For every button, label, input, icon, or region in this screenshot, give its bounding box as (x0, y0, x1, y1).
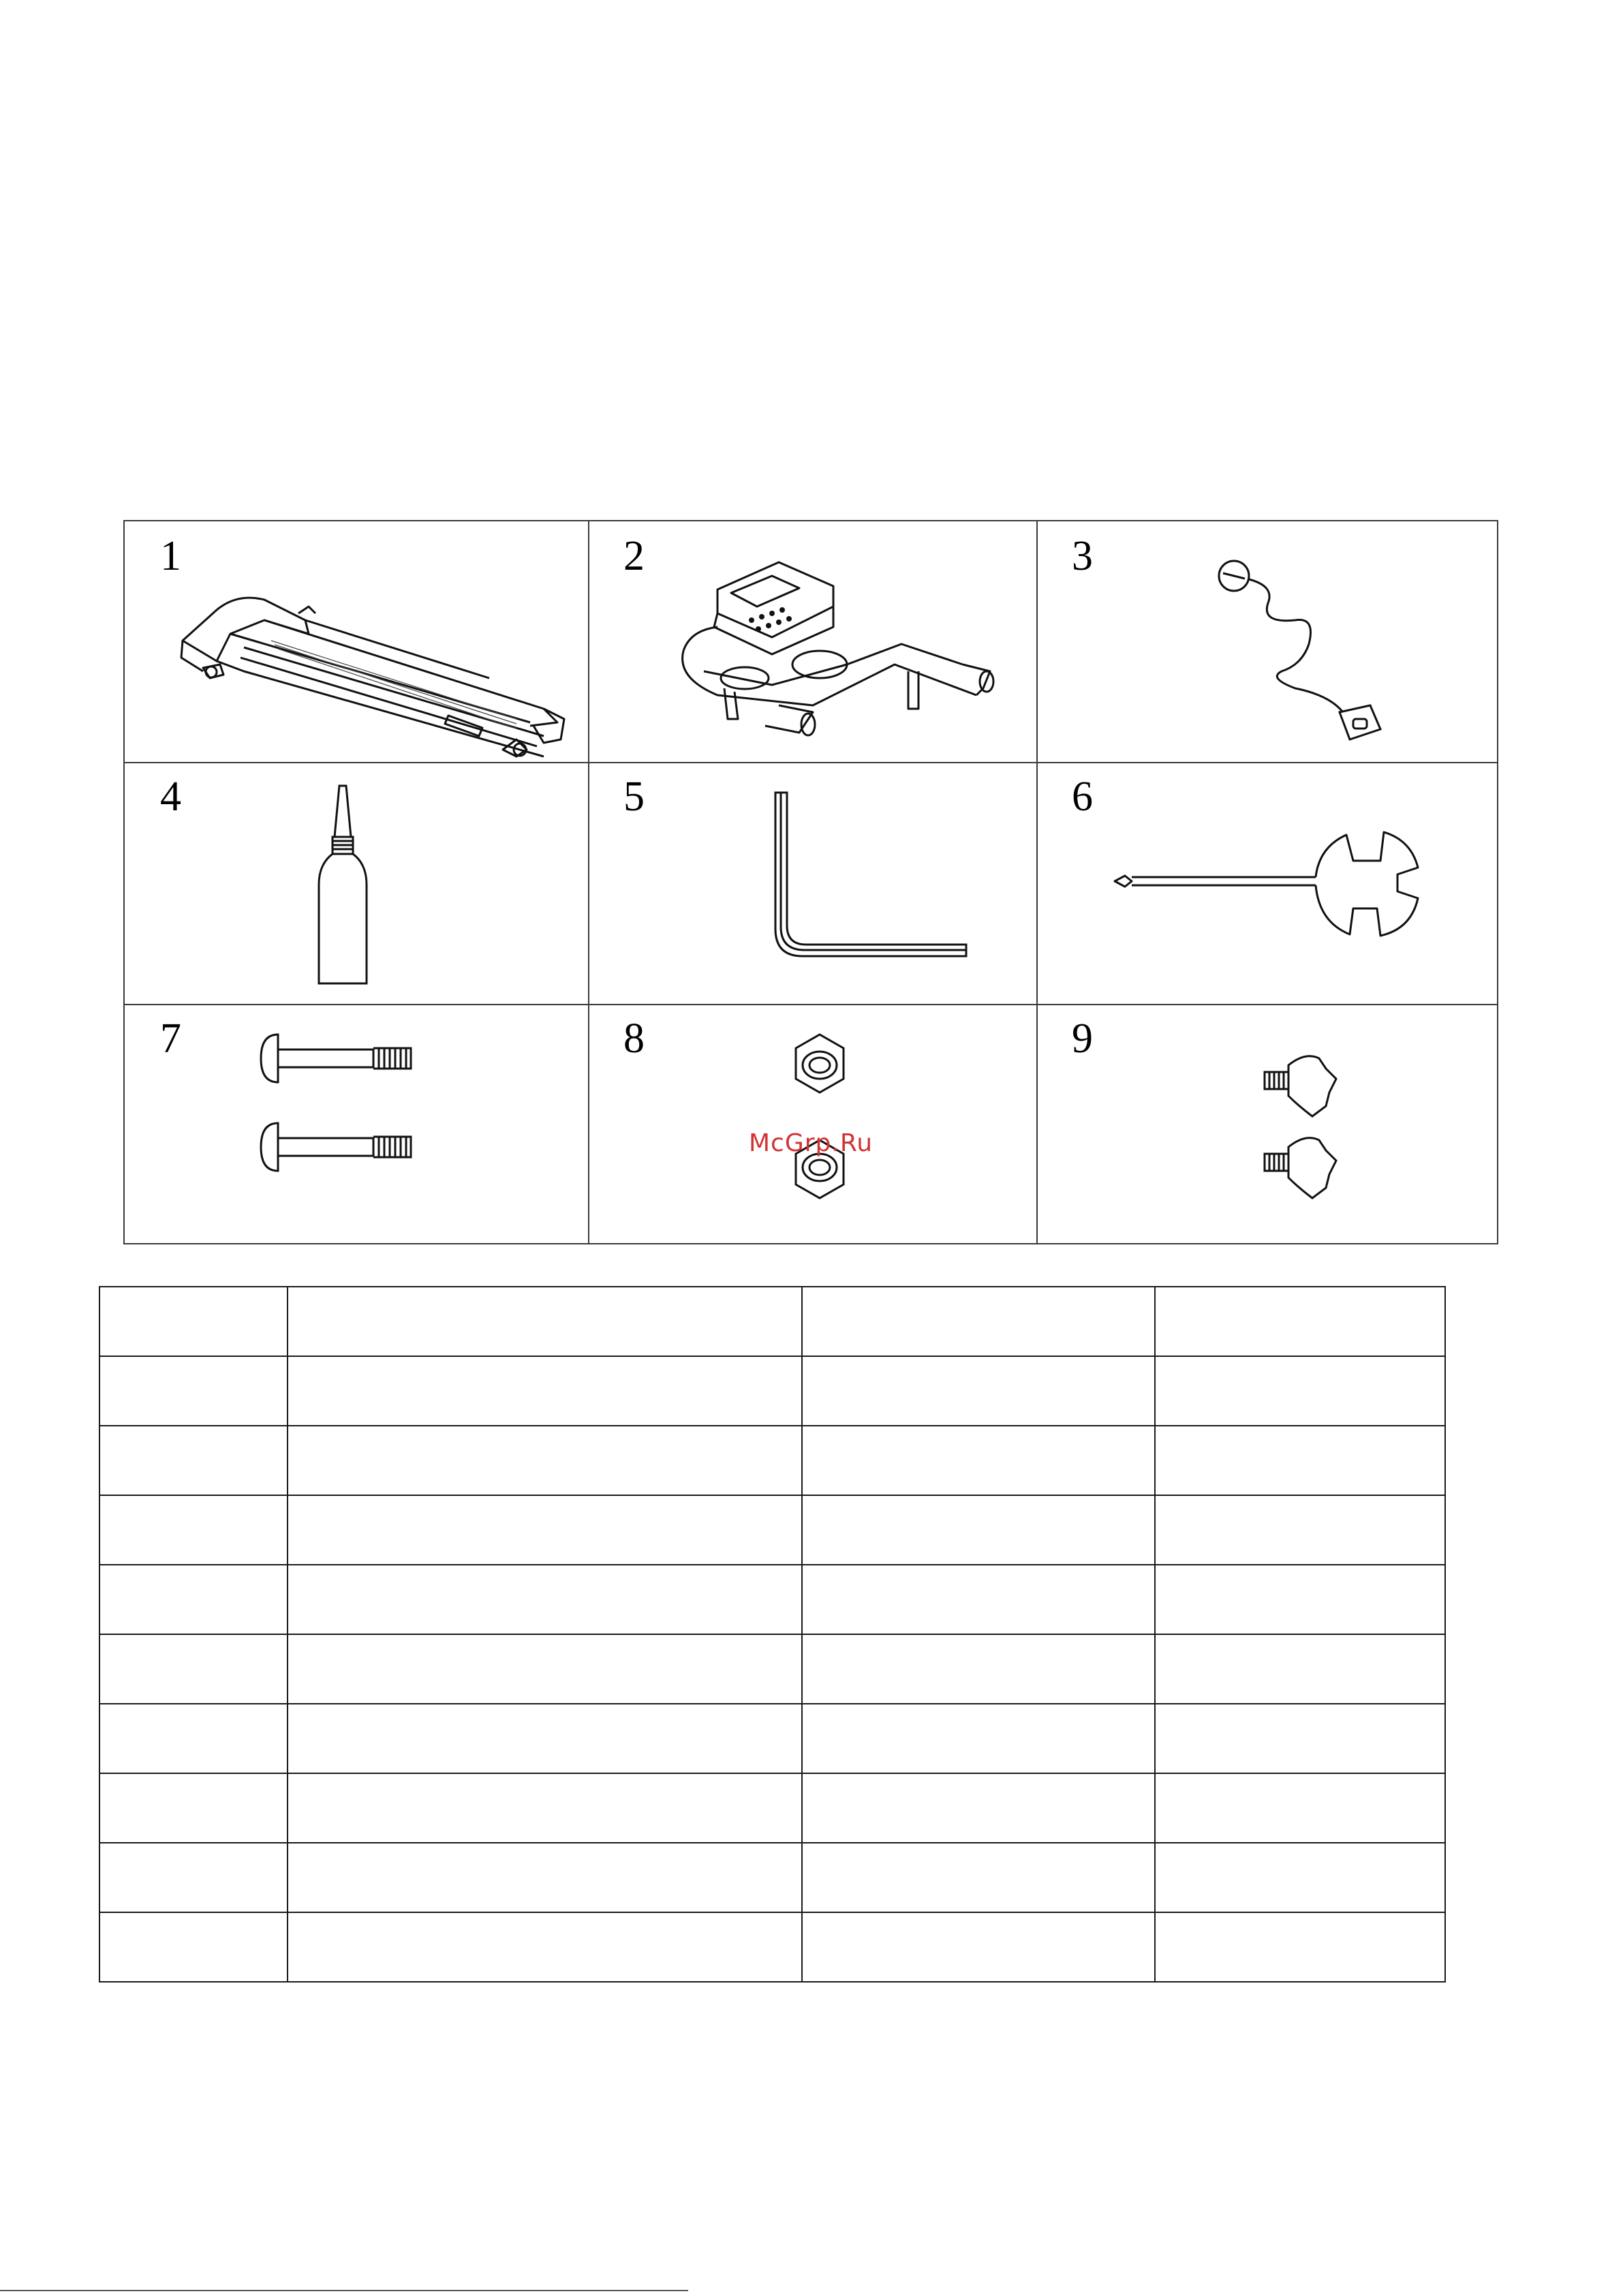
table-cell (99, 1773, 288, 1843)
safety-key-icon (1214, 549, 1391, 753)
table-cell (288, 1773, 802, 1843)
table-cell (802, 1356, 1155, 1426)
table-row (99, 1773, 1445, 1843)
part-number: 6 (1072, 774, 1093, 820)
table-cell (1155, 1356, 1445, 1426)
table-cell (99, 1287, 288, 1356)
parts-list-table (99, 1286, 1446, 1983)
part-cell-8 (588, 1004, 1036, 1246)
table-cell (99, 1495, 288, 1565)
table-cell (1155, 1495, 1445, 1565)
table-cell (1155, 1565, 1445, 1634)
bolts-icon (258, 1028, 414, 1205)
part-number: 8 (623, 1015, 645, 1062)
table-cell (99, 1565, 288, 1634)
table-row (99, 1912, 1445, 1982)
table-cell (802, 1773, 1155, 1843)
knob-screws-icon (1261, 1052, 1343, 1222)
treadmill-base-icon (162, 545, 571, 750)
part-number: 4 (160, 774, 181, 820)
table-cell (802, 1843, 1155, 1912)
table-cell (288, 1912, 802, 1982)
part-cell-2 (588, 521, 1036, 762)
table-cell (288, 1843, 802, 1912)
part-cell-1 (125, 521, 588, 762)
table-cell (99, 1426, 288, 1495)
table-row (99, 1634, 1445, 1704)
table-cell (288, 1495, 802, 1565)
table-cell (99, 1634, 288, 1704)
part-cell-3 (1036, 521, 1500, 762)
nuts-icon (779, 1028, 861, 1219)
part-number: 3 (1072, 533, 1093, 579)
table-cell (1155, 1773, 1445, 1843)
table-row (99, 1356, 1445, 1426)
table-row (99, 1495, 1445, 1565)
part-cell-5 (588, 762, 1036, 1004)
table-row (99, 1287, 1445, 1356)
lubricant-bottle-icon (309, 782, 377, 987)
table-cell (802, 1287, 1155, 1356)
part-number: 5 (623, 774, 645, 820)
part-cell-6 (1036, 762, 1500, 1004)
table-row (99, 1843, 1445, 1912)
table-row (99, 1426, 1445, 1495)
table-cell (288, 1356, 802, 1426)
table-cell (802, 1634, 1155, 1704)
table-cell (802, 1426, 1155, 1495)
table-cell (1155, 1287, 1445, 1356)
table-cell (99, 1704, 288, 1773)
part-cell-7 (125, 1004, 588, 1246)
table-cell (99, 1356, 288, 1426)
table-cell (802, 1704, 1155, 1773)
table-cell (802, 1495, 1155, 1565)
table-row (99, 1704, 1445, 1773)
table-cell (1155, 1634, 1445, 1704)
footer-rule (0, 2290, 688, 2291)
part-number: 1 (160, 533, 181, 579)
table-cell (1155, 1426, 1445, 1495)
table-row (99, 1565, 1445, 1634)
table-cell (288, 1426, 802, 1495)
part-number: 2 (623, 533, 645, 579)
table-cell (288, 1704, 802, 1773)
part-cell-4 (125, 762, 588, 1004)
table-cell (1155, 1704, 1445, 1773)
table-cell (802, 1912, 1155, 1982)
part-cell-9 (1036, 1004, 1500, 1246)
table-cell (1155, 1912, 1445, 1982)
table-cell (99, 1843, 288, 1912)
part-number: 7 (160, 1015, 181, 1062)
part-number: 9 (1072, 1015, 1093, 1062)
table-cell (288, 1287, 802, 1356)
watermark-text: McGrp.Ru (749, 1129, 874, 1157)
table-cell (1155, 1843, 1445, 1912)
allen-key-icon (772, 789, 976, 966)
table-cell (802, 1565, 1155, 1634)
wrench-screwdriver-icon (1111, 820, 1432, 943)
console-handlebar-icon (677, 549, 1004, 746)
table-body (99, 1287, 1445, 1982)
table-cell (288, 1634, 802, 1704)
table-cell (288, 1565, 802, 1634)
table-cell (99, 1912, 288, 1982)
